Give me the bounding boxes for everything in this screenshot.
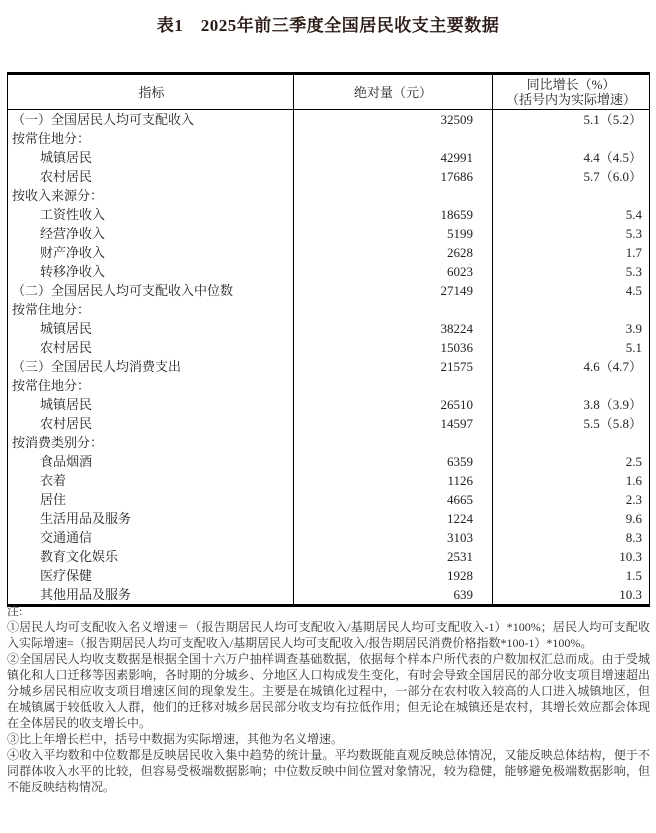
row-growth-value: 4.5	[625, 283, 642, 298]
row-growth-value	[493, 186, 649, 205]
row-absolute-value	[294, 376, 493, 395]
row-indicator-label: 按常住地分：	[12, 378, 91, 393]
row-growth-value: 2.5	[625, 454, 642, 469]
table-row	[8, 110, 649, 129]
table-row	[8, 471, 649, 490]
table-row	[8, 395, 649, 414]
row-absolute-value: 42991	[294, 148, 493, 167]
table-title: 表1 2025年前三季度全国居民收支主要数据	[156, 16, 500, 35]
row-indicator-label: 按收入来源分：	[12, 188, 104, 203]
row-growth-value: 5.3	[625, 226, 642, 241]
table-body	[8, 110, 649, 604]
row-absolute-value: 4665	[294, 490, 493, 509]
row-growth-value	[493, 376, 649, 395]
row-indicator-label: 教育文化娱乐	[40, 549, 119, 564]
row-indicator-label: 财产净收入	[40, 245, 106, 260]
row-growth-value: 5.5（5.8）	[583, 416, 642, 431]
row-absolute-value: 5199	[294, 224, 493, 243]
table-row	[8, 528, 649, 547]
row-indicator-label: 居住	[40, 492, 67, 507]
row-indicator-label: 衣着	[40, 473, 67, 488]
row-absolute-value	[294, 300, 493, 319]
row-indicator-label: 工资性收入	[40, 207, 106, 222]
note-item: ②全国居民人均收支数据是根据全国十六万户抽样调查基础数据，依据每个样本户所代表的户数加权汇总而成。由于受城镇化和人口迁移等因素影响，各时期的分城乡、分地区人口构成发生变化，有时会导致全国居民的部分收支项目增速超出分城乡居民相应收支项目增速区间的现象发生。主要是在城镇化过程中，一部分在农村收入较高的人口进入城镇地区，但在城镇属于较低收入人群，他们的迁移对城乡居民部分收支均有拉低作用；但无论在城镇还是农村，其增长效应都会体现在全体居民的收支增长中。	[7, 652, 650, 730]
table-row	[8, 224, 649, 243]
table-row	[8, 300, 649, 319]
notes-label: 注:	[7, 604, 23, 618]
header-yoy-growth-line1: 同比增长（%）	[526, 77, 616, 92]
table-row	[8, 547, 649, 566]
row-growth-value: 10.3	[619, 549, 642, 564]
table-row	[8, 585, 649, 604]
table-row	[8, 433, 649, 452]
row-absolute-value: 27149	[294, 281, 493, 300]
row-absolute-value: 1224	[294, 509, 493, 528]
table-row	[8, 262, 649, 281]
row-indicator-label: 医疗保健	[40, 568, 93, 583]
row-growth-value	[493, 300, 649, 319]
row-growth-value: 3.8（3.9）	[583, 397, 642, 412]
row-absolute-value: 15036	[294, 338, 493, 357]
header-absolute-amount: 绝对量（元）	[294, 75, 493, 109]
row-indicator-label: 交通通信	[40, 530, 93, 545]
table-row	[8, 148, 649, 167]
row-absolute-value: 18659	[294, 205, 493, 224]
row-growth-value: 5.1	[625, 340, 642, 355]
note-item: ④收入平均数和中位数都是反映居民收入集中趋势的统计量。平均数既能直观反映总体情况，又能反映总体结构，便于不同群体收入水平的比较，但容易受极端数据影响；中位数反映中间位置对象情况，较为稳健，能够避免极端数据影响，但不能反映结构情况。	[7, 748, 650, 794]
row-growth-value: 4.6（4.7）	[583, 359, 642, 374]
row-indicator-label: 食品烟酒	[40, 454, 93, 469]
table-row	[8, 319, 649, 338]
row-indicator-label: 其他用品及服务	[40, 587, 132, 602]
table-row	[8, 205, 649, 224]
table-row	[8, 357, 649, 376]
row-absolute-value: 1928	[294, 566, 493, 585]
row-absolute-value: 17686	[294, 167, 493, 186]
row-absolute-value: 6359	[294, 452, 493, 471]
row-indicator-label: 转移净收入	[40, 264, 106, 279]
row-growth-value: 5.4	[625, 207, 642, 222]
row-indicator-label: 城镇居民	[40, 397, 93, 412]
table-row	[8, 281, 649, 300]
row-absolute-value: 6023	[294, 262, 493, 281]
table-row	[8, 167, 649, 186]
row-growth-value	[493, 129, 649, 148]
row-absolute-value: 38224	[294, 319, 493, 338]
header-yoy-growth	[493, 75, 649, 109]
row-absolute-value: 26510	[294, 395, 493, 414]
row-indicator-label: 生活用品及服务	[40, 511, 132, 526]
table-row	[8, 129, 649, 148]
row-growth-value	[493, 433, 649, 452]
row-absolute-value	[294, 433, 493, 452]
table-row	[8, 243, 649, 262]
notes-list	[7, 619, 650, 795]
table-row	[8, 452, 649, 471]
row-indicator-label: 城镇居民	[40, 321, 93, 336]
row-growth-value: 5.1（5.2）	[583, 112, 642, 127]
table-row	[8, 376, 649, 395]
row-absolute-value: 14597	[294, 414, 493, 433]
row-indicator-label: 农村居民	[40, 169, 93, 184]
row-indicator-label: 农村居民	[40, 340, 93, 355]
row-absolute-value: 2628	[294, 243, 493, 262]
row-growth-value: 1.7	[625, 245, 642, 260]
row-indicator-label: （二）全国居民人均可支配收入中位数	[12, 283, 234, 298]
row-growth-value: 5.3	[625, 264, 642, 279]
row-growth-value: 9.6	[625, 511, 642, 526]
row-absolute-value: 1126	[294, 471, 493, 490]
row-growth-value: 1.6	[625, 473, 642, 488]
table-row	[8, 509, 649, 528]
row-absolute-value: 32509	[294, 110, 493, 129]
row-growth-value: 4.4（4.5）	[583, 150, 642, 165]
header-yoy-growth-line2: （括号内为实际增速）	[505, 92, 636, 107]
row-indicator-label: 经营净收入	[40, 226, 106, 241]
row-indicator-label: （一）全国居民人均可支配收入	[12, 112, 195, 127]
row-growth-value: 8.3	[625, 530, 642, 545]
row-indicator-label: 城镇居民	[40, 150, 93, 165]
table-row	[8, 414, 649, 433]
row-indicator-label: 按消费类别分：	[12, 435, 104, 450]
notes-section	[7, 604, 650, 795]
row-indicator-label: 按常住地分：	[12, 131, 91, 146]
table-row	[8, 566, 649, 585]
table-header-row	[8, 75, 649, 110]
row-indicator-label: （三）全国居民人均消费支出	[12, 359, 182, 374]
table-row	[8, 490, 649, 509]
row-absolute-value: 639	[294, 585, 493, 604]
note-item: ①居民人均可支配收入名义增速＝（报告期居民人均可支配收入/基期居民人均可支配收入-1）*100%；居民人均可支配收入实际增速=（报告期居民人均可支配收入/基期居民人均可支配收入/报告期居民消费价格指数*100-1）*100%。	[7, 620, 650, 650]
row-absolute-value: 3103	[294, 528, 493, 547]
header-indicator: 指标	[8, 75, 294, 109]
row-absolute-value	[294, 129, 493, 148]
table-row	[8, 338, 649, 357]
row-growth-value: 3.9	[625, 321, 642, 336]
note-item: ③比上年增长栏中，括号中数据为实际增速，其他为名义增速。	[7, 732, 344, 746]
row-growth-value: 10.3	[619, 587, 642, 602]
row-absolute-value: 2531	[294, 547, 493, 566]
row-absolute-value	[294, 186, 493, 205]
row-absolute-value: 21575	[294, 357, 493, 376]
row-growth-value: 2.3	[625, 492, 642, 507]
row-growth-value: 5.7（6.0）	[583, 169, 642, 184]
row-indicator-label: 农村居民	[40, 416, 93, 431]
income-expenditure-table	[7, 72, 650, 607]
table-row	[8, 186, 649, 205]
row-indicator-label: 按常住地分：	[12, 302, 91, 317]
row-growth-value: 1.5	[625, 568, 642, 583]
